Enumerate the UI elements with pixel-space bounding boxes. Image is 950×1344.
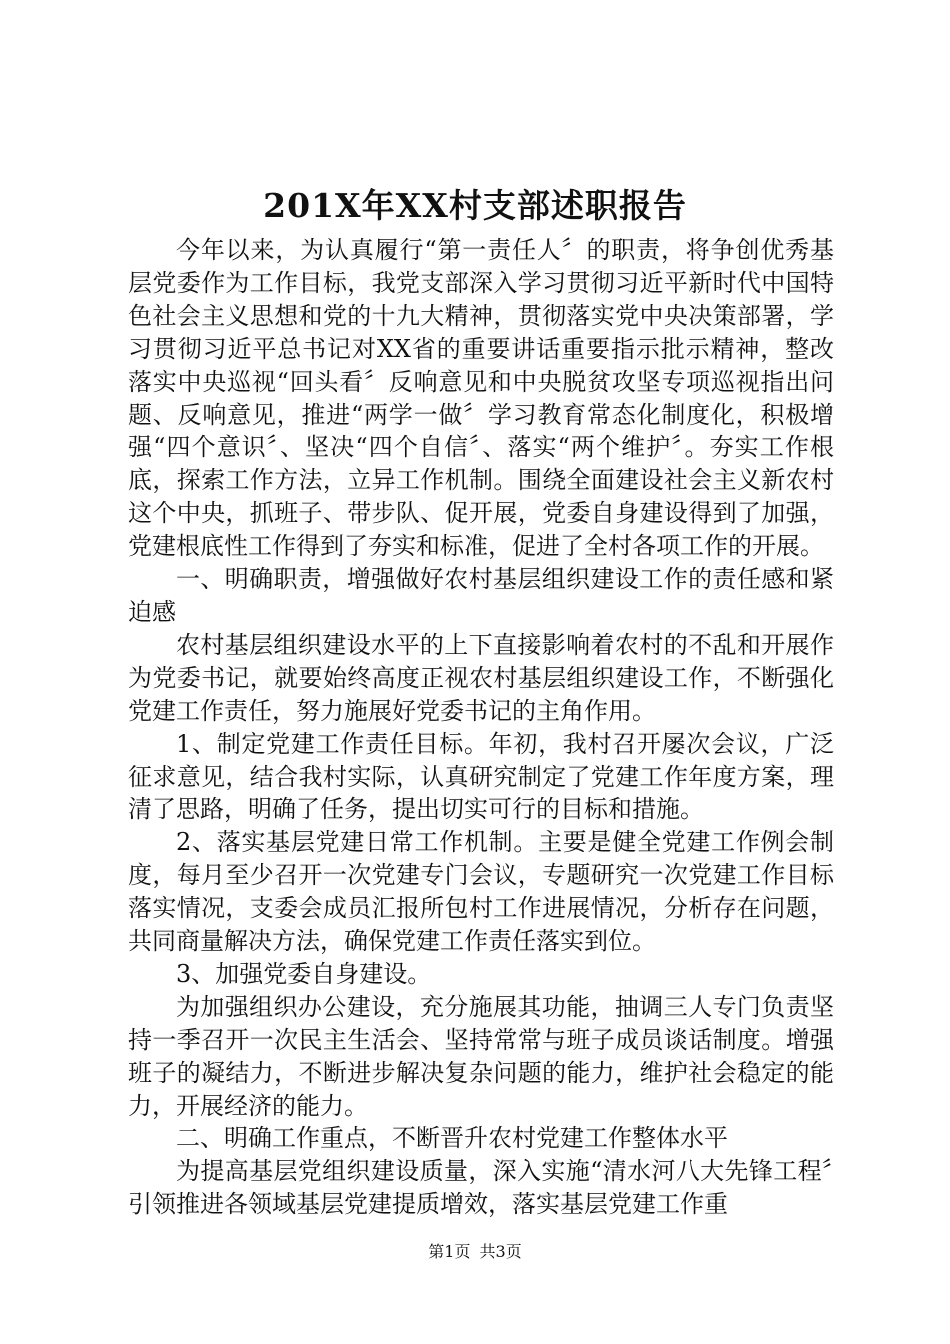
list-item-2: 2、落实基层党建日常工作机制。主要是健全党建工作例会制度，每月至少召开一次党建专门会议，专题研究一次党建工作目标落实情况，支委会成员汇报所包村工作进展情况，分析存在问题，共同商量解决方法，确保党建工作责任落实到位。 (128, 828, 834, 956)
page-total: 共3页 (479, 1242, 522, 1261)
document-body (128, 234, 834, 1221)
page-footer (0, 1240, 950, 1264)
page-number: 第1页 (428, 1242, 471, 1261)
list-item-1: 1、制定党建工作责任目标。年初，我村召开屡次会议，广泛征求意见，结合我村实际，认真研究制定了党建工作年度方案，理清了思路，明确了任务，提出切实可行的目标和措施。 (128, 729, 834, 824)
paragraph: 农村基层组织建设水平的上下直接影响着农村的不乱和开展作为党委书记，就要始终高度正视农村基层组织建设工作，不断强化党建工作责任，努力施展好党委书记的主角作用。 (128, 630, 834, 725)
paragraph-intro: 今年以来，为认真履行“第一责任人〞的职责，将争创优秀基层党委作为工作目标，我党支部深入学习贯彻习近平新时代中国特色社会主义思想和党的十九大精神，贯彻落实党中央决策部署，学习贯彻习近平总书记对XX省的重要讲话重要指示批示精神，整改落实中央巡视“回头看〞反响意见和中央脱贫攻坚专项巡视指出问题、反响意见，推进“两学一做〞学习教育常态化制度化，积极增强“四个意识〞、坚决“四个自信〞、落实“两个维护〞。夯实工作根底，探索工作方法，立异工作机制。围绕全面建设社会主义新农村这个中央，抓班子、带步队、促开展，党委自身建设得到了加强，党建根底性工作得到了夯实和标准，促进了全村各项工作的开展。 (128, 236, 834, 561)
document-title: 201X年XX村支部述职报告 (263, 186, 687, 225)
paragraph: 为加强组织办公建设，充分施展其功能，抽调三人专门负责坚持一季召开一次民主生活会、坚持常常与班子成员谈话制度。增强班子的凝结力，不断进步解决复杂问题的能力，维护社会稳定的能力，开展经济的能力。 (128, 992, 834, 1120)
paragraph: 为提高基层党组织建设质量，深入实施“清水河八大先锋工程〞引领推进各领域基层党建提质增效，落实基层党建工作重 (128, 1157, 834, 1219)
section-heading-2: 二、明确工作重点，不断晋升农村党建工作整体水平 (176, 1124, 728, 1153)
list-item-3: 3、加强党委自身建设。 (176, 959, 432, 988)
section-heading-1: 一、明确职责，增强做好农村基层组织建设工作的责任感和紧迫感 (128, 565, 834, 626)
